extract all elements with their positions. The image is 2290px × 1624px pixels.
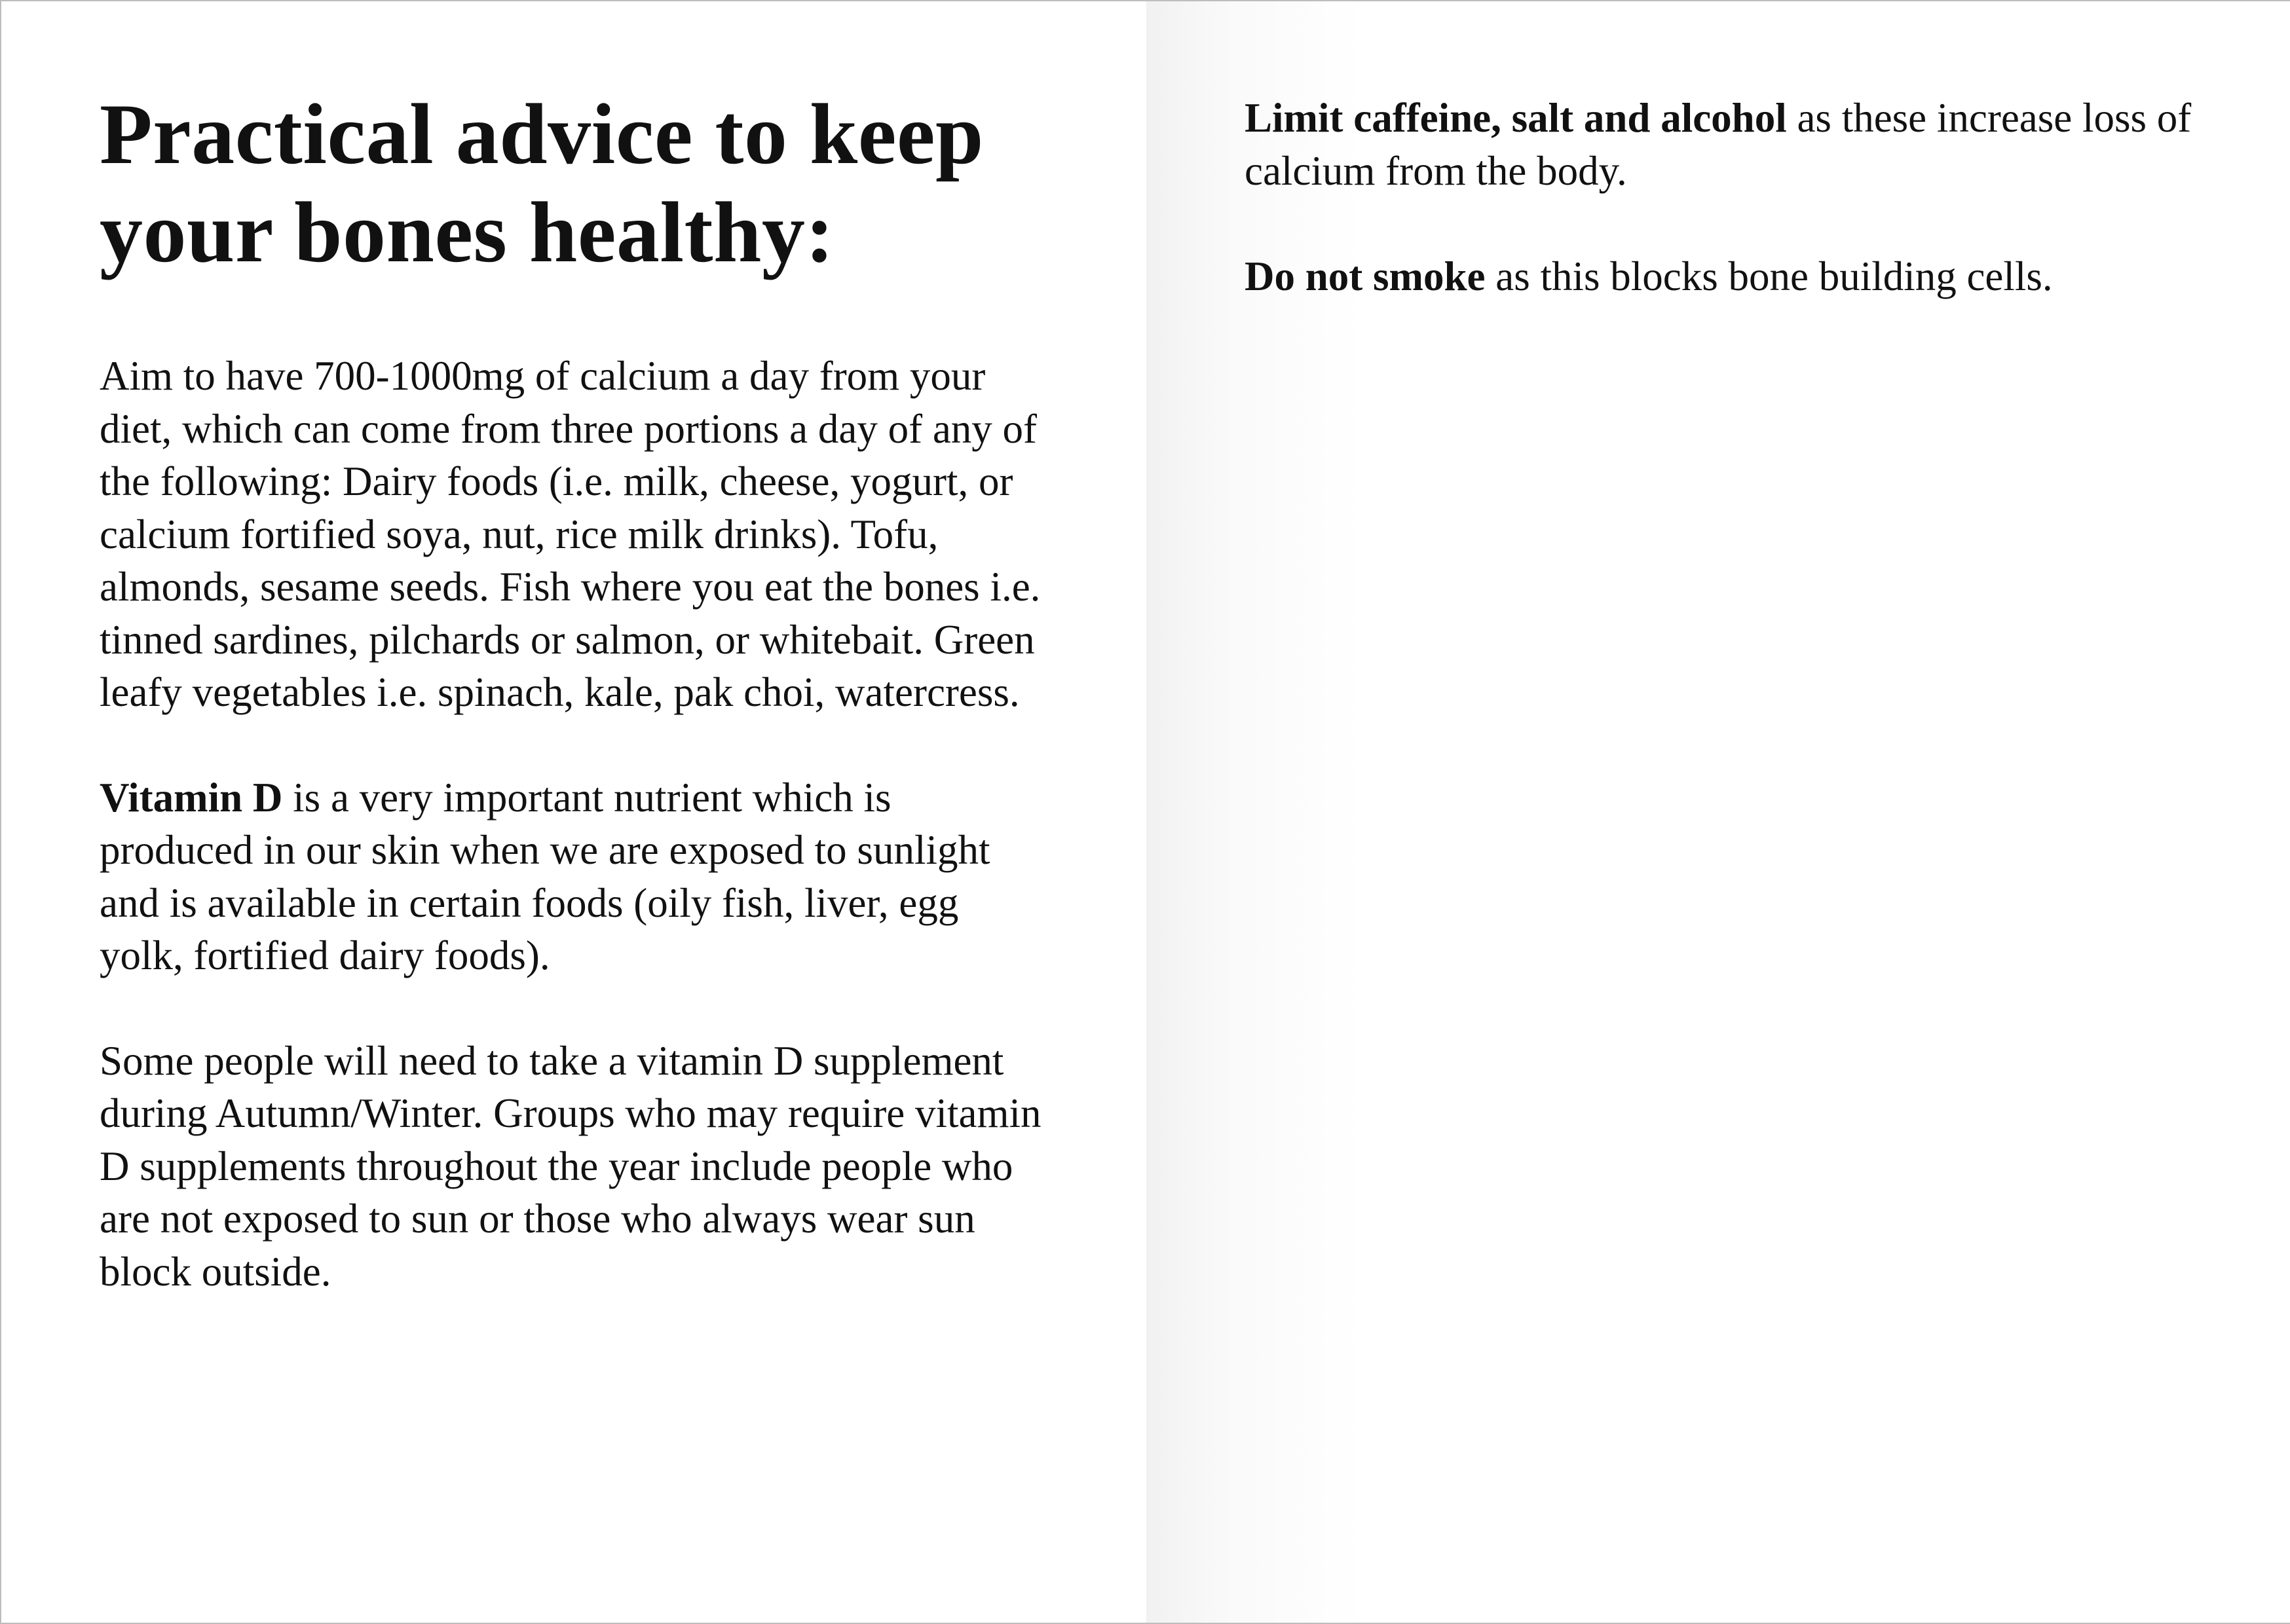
right-page	[1146, 1, 2290, 1623]
limit-paragraph	[1245, 92, 2218, 197]
limit-bold: Limit caffeine, salt and alcohol	[1245, 95, 1787, 141]
page-heading: Practical advice to keep your bones healthy:	[100, 86, 984, 280]
left-page	[1, 1, 1146, 1623]
smoke-text: as this blocks bone building cells.	[1485, 253, 2053, 299]
vitamin-d-text: is a very important nutrient which is produced in our skin when we are exposed to sunlight and is available in certain foods (oily fish, liver, egg yolk, fortified dairy foods).	[100, 774, 990, 978]
vitamin-d-bold: Vitamin D	[100, 774, 283, 821]
limit-text: as these increase loss of calcium from the body.	[1245, 95, 2192, 194]
vitamin-d-paragraph	[100, 771, 1048, 982]
smoke-bold: Do not smoke	[1245, 253, 1486, 299]
smoke-paragraph	[1245, 250, 2218, 303]
supplement-paragraph: Some people will need to take a vitamin D supplement during Autumn/Winter. Groups who may require vitamin D supplements throughout the year include people who are not exposed to sun or those who always wear sun block outside.	[100, 1037, 1042, 1295]
calcium-paragraph: Aim to have 700-1000mg of calcium a day from your diet, which can come from three portions a day of any of the following: Dairy foods (i.e. milk, cheese, yogurt, or calcium fortified soya, nut, rice milk drinks). Tofu, almonds, sesame seeds. Fish where you eat the bones i.e. tinned sardines, pilchards or salmon, or whitebait. Green leafy vegetables i.e. spinach, kale, pak choi, watercress.	[100, 353, 1041, 715]
